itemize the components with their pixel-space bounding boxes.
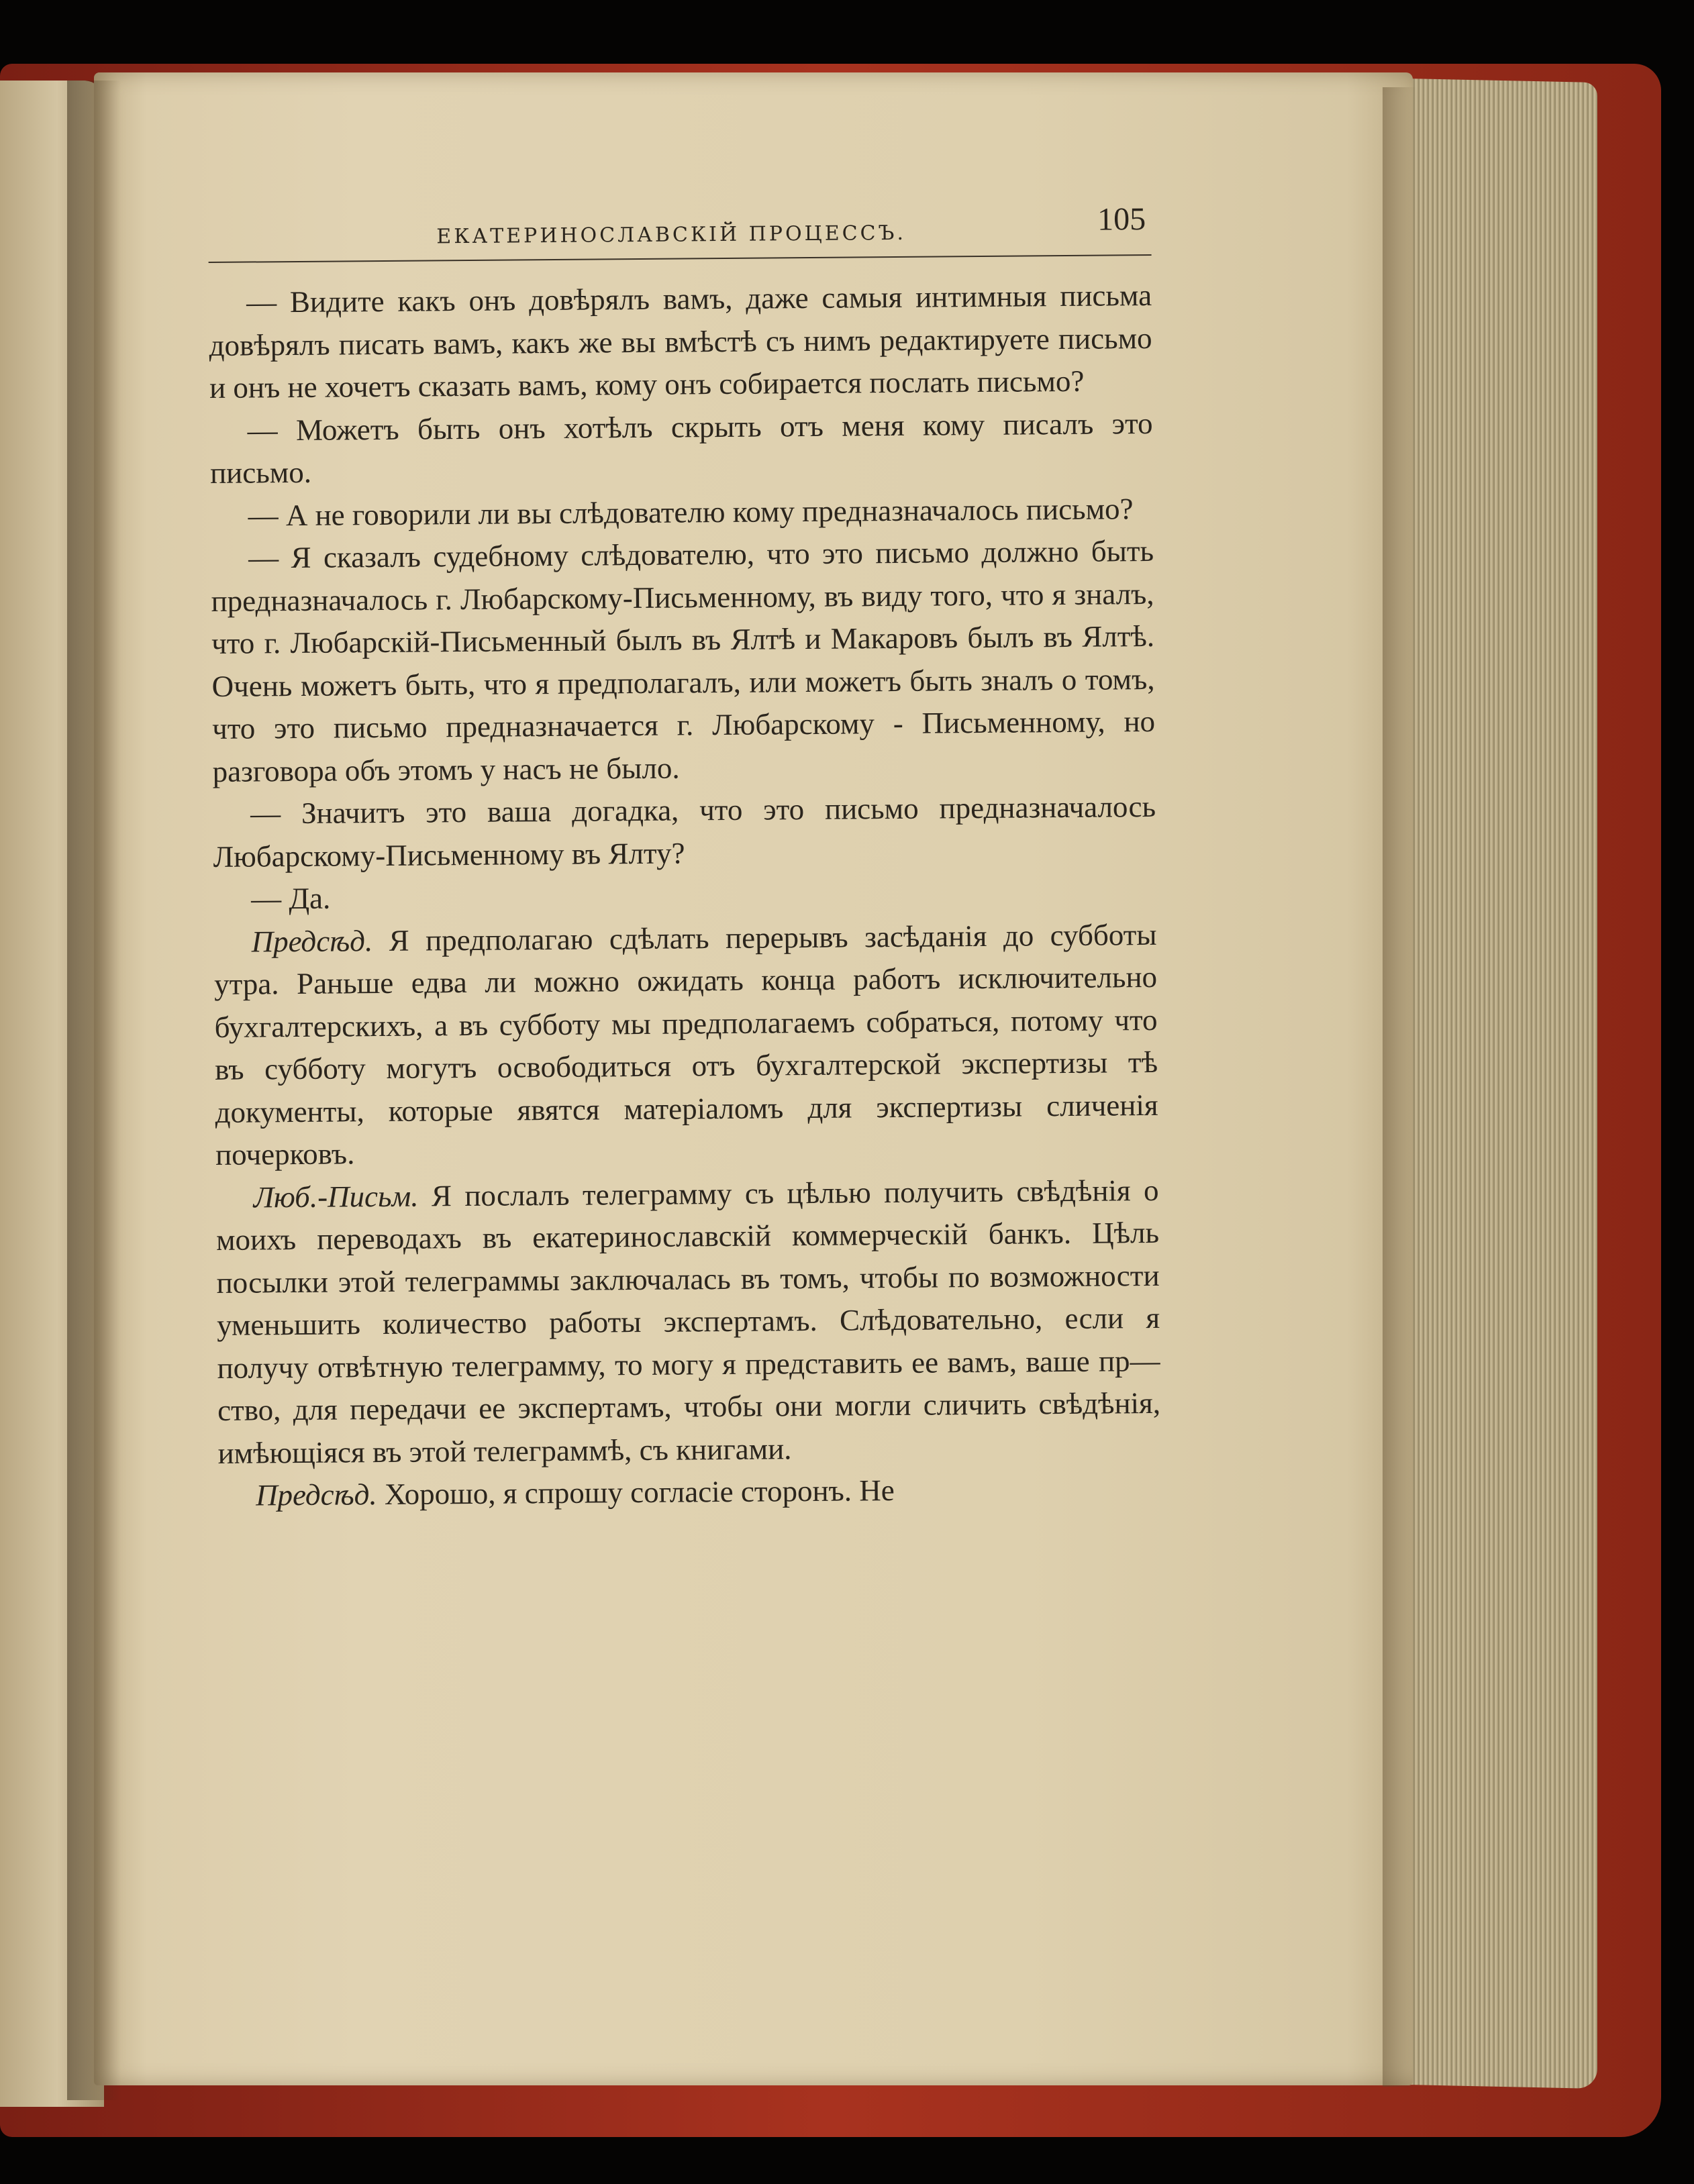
speaker-label: Предсѣд. bbox=[251, 923, 373, 959]
paragraph: — Я сказалъ судебному слѣдователю, что это письмо должно быть предназначалось г. Любарскому-Письменному, въ виду того, что я зналъ, что г. Любарскій-Письменный былъ въ Ялтѣ и Макаровъ былъ въ Ялтѣ. Очень можетъ быть, что я предполагалъ, или можетъ быть зналъ о томъ, что это письмо предназначается г. Любарскому - Письменному, но разговора объ этомъ у насъ не было. bbox=[211, 533, 1156, 788]
paragraph: — Можетъ быть онъ хотѣлъ скрыть отъ меня кому писалъ это письмо. bbox=[209, 406, 1153, 490]
page-edge-shadow bbox=[1383, 87, 1416, 2087]
paragraph: — А не говорили ли вы слѣдователю кому предназначалось письмо? bbox=[248, 491, 1134, 533]
paragraph bbox=[213, 913, 1158, 1176]
paragraph: — Значитъ это ваша догадка, что это письмо предназначалось Любарскому-Письменному въ Ялту? bbox=[213, 789, 1156, 874]
running-title: ЕКАТЕРИНОСЛАВСКІЙ ПРОЦЕССЪ. bbox=[436, 221, 907, 249]
page-number: 105 bbox=[1097, 201, 1146, 238]
paragraph bbox=[215, 1169, 1160, 1475]
running-head bbox=[208, 201, 1152, 258]
page-edges-stack bbox=[1406, 79, 1597, 2089]
paragraph: — Да. bbox=[250, 881, 331, 916]
paragraph bbox=[218, 1467, 1161, 1518]
speaker-label: Предсѣд. bbox=[255, 1477, 377, 1512]
speaker-label: Люб.-Письм. bbox=[253, 1179, 419, 1214]
gutter-shadow bbox=[67, 81, 121, 2100]
paragraph-text: Хорошо, я спрошу согласіе сторонъ. Не bbox=[377, 1473, 895, 1512]
paragraph-text: Я предполагаю сдѣлать перерывъ засѣданія до субботы утра. Раньше едва ли можно ожидать конца работъ исключительно бухгалтерскихъ, а въ субботу мы предполагаемъ собраться, потому что въ субботу могутъ освободиться отъ бухгалтерской экспертизы тѣ документы, которые явятся матеріаломъ для экспертизы сличенія почерковъ. bbox=[213, 917, 1158, 1172]
text-block bbox=[208, 201, 1161, 1517]
paragraph-text: Я послалъ телеграмму съ цѣлью получить свѣдѣнія о моихъ переводахъ въ екатеринославскій коммерческій банкъ. Цѣль посылки этой телеграммы заключалась въ томъ, чтобы по возможности уменьшить количество работы экспертамъ. Слѣдовательно, если я получу отвѣтную телеграмму, то могу я представить ее вамъ, ваше пр—ство, для передачи ее экспертамъ, чтобы они могли сличить свѣдѣнія, имѣющіяся въ этой телеграммѣ, съ книгами. bbox=[215, 1173, 1161, 1470]
paragraph: — Видите какъ онъ довѣрялъ вамъ, даже самыя интимныя письма довѣрялъ писать вамъ, какъ же вы вмѣстѣ съ нимъ редактируете письмо и онъ не хочетъ сказать вамъ, кому онъ собирается послать письмо? bbox=[209, 278, 1152, 405]
